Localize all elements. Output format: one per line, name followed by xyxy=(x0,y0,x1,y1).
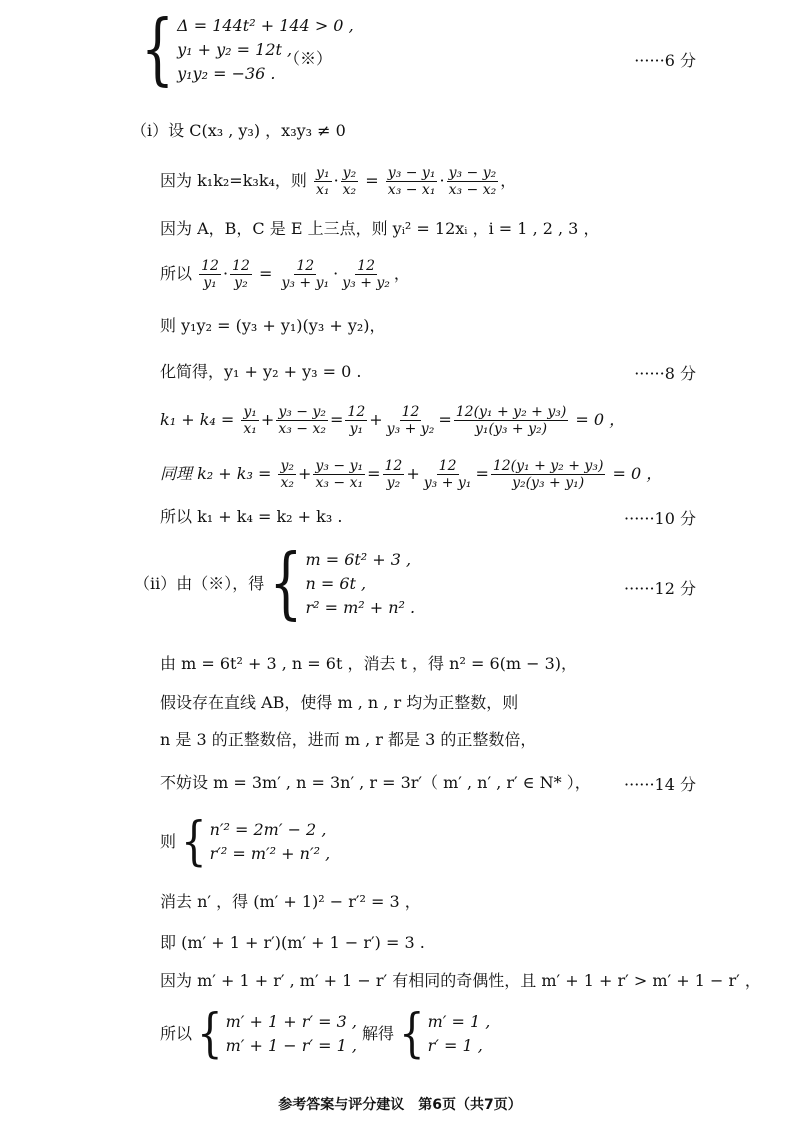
left-brace: { xyxy=(269,539,303,629)
fraction: $\frac{12}{\text{y₃ + y₂}}$ xyxy=(386,404,435,437)
line-factor: 即 (m′ + 1 + r′)(m′ + 1 − r′) = 3 . xyxy=(160,933,425,952)
line-k1-plus-k4: k₁ + k₄ = $\frac{\text{y₁}}{\text{x₁}}$ + $\frac{\text{y₃ − y₂}}{\text{x₃ − x₂}}$ = $\frac{12}{\text{y₁}}$ + $\frac{12}{\text{y₃ + y₂}}$ = $\frac{\text{12(y₁ + y₂ + y₃)}}{\text{y₁(y₃ + y₂)}}$ = 0 ， xyxy=(160,404,626,437)
left-brace: { xyxy=(399,1004,425,1064)
fraction: $\frac{\text{y₃ − y₁}}{\text{x₃ − x₁}}$ xyxy=(387,165,436,198)
line-parity: 因为 m′ + 1 + r′ , m′ + 1 − r′ 有相同的奇偶性，且 m′ + 1 + r′ > m′ + 1 − r′ ， xyxy=(160,971,761,990)
system-row: y₁ + y₂ = 12t , xyxy=(177,40,293,59)
fraction: $\frac{\text{12(y₁ + y₂ + y₃)}}{\text{y₂(y₃ + y₁)}}$ xyxy=(492,458,604,491)
fraction: $\frac{12}{\text{y₁}}$ xyxy=(347,404,366,437)
fraction: $\frac{12}{\text{y₃ + y₁}}$ xyxy=(281,258,330,291)
fraction: $\frac{\text{y₂}}{\text{x₂}}$ xyxy=(342,165,357,198)
part-i-heading: （i）设 C(x₃ , y₃) ，x₃y₃ ≠ 0 xyxy=(131,121,346,140)
score-points: ······12 分 xyxy=(624,579,696,598)
system-n-r: 则 { n′² = 2m′ − 2 , r′² = m′² + n′² , xyxy=(160,812,331,872)
fraction: $\frac{\text{y₂}}{\text{x₂}}$ xyxy=(280,458,295,491)
line-eliminate-t: 由 m = 6t² + 3 , n = 6t ，消去 t ，得 n² = 6(m − 3)， xyxy=(160,654,578,673)
left-brace: { xyxy=(197,1004,223,1064)
left-brace: { xyxy=(141,5,175,95)
system-row: m = 6t² + 3 , xyxy=(305,550,412,569)
fraction: $\frac{\text{y₃ − y₁}}{\text{x₃ − x₁}}$ xyxy=(315,458,364,491)
fraction: $\frac{12}{\text{y₂}}$ xyxy=(384,458,403,491)
system-row: n′² = 2m′ − 2 , xyxy=(209,820,327,839)
part-ii-system xyxy=(134,539,416,629)
line-substitute: 不妨设 m = 3m′ , n = 3n′ , r = 3r′（ m′ , n′ , r′ ∈ N* ）， xyxy=(160,773,591,792)
star-mark: （※） xyxy=(284,49,333,68)
line-k2-plus-k3: 同理 k₂ + k₃ = $\frac{\text{y₂}}{\text{x₂}}$ + $\frac{\text{y₃ − y₁}}{\text{x₃ − x₁}}$ = $\frac{12}{\text{y₂}}$ + $\frac{12}{\text{y₃ + y₁}}$ = $\frac{\text{12(y₁ + y₂ + y₃)}}{\text{y₂(y₃ + y₁)}}$ = 0 ， xyxy=(160,458,663,491)
system-row: r′ = 1 , xyxy=(427,1036,483,1055)
fraction: $\frac{\text{y₃ − y₂}}{\text{x₃ − x₂}}$ xyxy=(278,404,327,437)
system-row: n = 6t , xyxy=(305,574,367,593)
line-product-identity: 则 y₁y₂ = (y₃ + y₁)(y₃ + y₂)， xyxy=(160,316,386,335)
line-eliminate-n: 消去 n′ ，得 (m′ + 1)² − r′² = 3 ， xyxy=(160,892,421,911)
fraction: $\frac{\text{y₃ − y₂}}{\text{x₃ − x₂}}$ xyxy=(448,165,497,198)
system-row: y₁y₂ = −36 . xyxy=(177,64,276,83)
system-row: m′ + 1 − r′ = 1 , xyxy=(225,1036,357,1055)
system-row: m′ = 1 , xyxy=(427,1012,491,1031)
fraction: $\frac{12}{\text{y₃ + y₂}}$ xyxy=(342,258,390,291)
fraction: $\frac{12}{\text{y₃ + y₁}}$ xyxy=(423,458,472,491)
line-points-on-curve: 因为 A，B，C 是 E 上三点，则 yᵢ² = 12xᵢ ，i = 1 , 2 , 3 ， xyxy=(160,219,600,238)
system-solve: 所以 { m′ + 1 + r′ = 3 , m′ + 1 − r′ = 1 , 解得 { m′ = 1 , r′ = 1 , xyxy=(160,1004,491,1064)
score-points: ······10 分 xyxy=(624,509,696,528)
system-row: r′² = m′² + n′² , xyxy=(209,844,331,863)
system-row: Δ = 144t² + 144 > 0 , xyxy=(177,16,354,35)
line-assume: 假设存在直线 AB，使得 m , n , r 均为正整数，则 xyxy=(160,693,519,712)
fraction: $\frac{12}{\text{y₂}}$ xyxy=(232,258,250,291)
system-row: r² = m² + n² . xyxy=(305,598,416,617)
part-ii-heading: （ii）由（※），得 xyxy=(134,574,265,593)
score-points: ······6 分 xyxy=(634,51,696,70)
fraction: $\frac{\text{y₁}}{\text{x₁}}$ xyxy=(316,165,330,198)
score-points: ······8 分 xyxy=(634,364,696,383)
fraction: $\frac{12}{\text{y₁}}$ xyxy=(201,258,219,291)
page-footer: 参考答案与评分建议 第6页（共7页） xyxy=(278,1097,522,1113)
fraction: $\frac{\text{y₁}}{\text{x₁}}$ xyxy=(243,404,257,437)
line-slope-product: 因为 k₁k₂=k₃k₄，则 $\frac{\text{y₁}}{\text{x₁}}$ · $\frac{\text{y₂}}{\text{x₂}}$ = $\frac{\text{y₃ − y₁}}{\text{x₃ − x₁}}$ · $\frac{\text{y₃ − y₂}}{\text{x₃ − x₂}}$ ， xyxy=(160,165,517,198)
fraction: $\frac{\text{12(y₁ + y₂ + y₃)}}{\text{y₁(y₃ + y₂)}}$ xyxy=(455,404,567,437)
score-points: ······14 分 xyxy=(624,775,696,794)
left-brace: { xyxy=(181,812,207,872)
line-simplified: 化简得，y₁ + y₂ + y₃ = 0 . xyxy=(160,362,362,381)
line-so-fractions: 所以 $\frac{12}{\text{y₁}}$ · $\frac{12}{\text{y₂}}$ = $\frac{12}{\text{y₃ + y₁}}$ · $\frac{12}{\text{y₃ + y₂}}$ ， xyxy=(160,258,410,291)
line-conclusion-i: 所以 k₁ + k₄ = k₂ + k₃ . xyxy=(160,507,343,526)
system-row: m′ + 1 + r′ = 3 , xyxy=(225,1012,357,1031)
line-multiples: n 是 3 的正整数倍，进而 m , r 都是 3 的正整数倍， xyxy=(160,730,537,749)
